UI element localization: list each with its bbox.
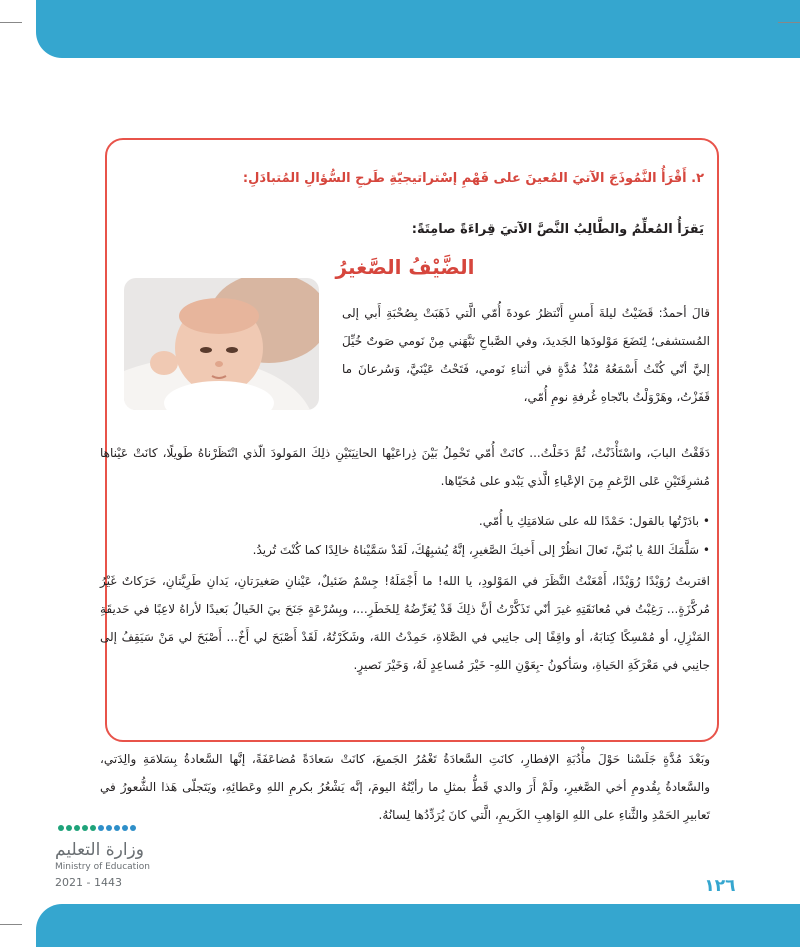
ministry-logo-dots-icon [55, 820, 195, 840]
dialogue-line-1: • بادَرْتُها بالقول: حَمْدًا لله على سَلامَتِكِ يا أُمّي. [478, 514, 710, 528]
newborn-baby-photo [124, 278, 319, 410]
story-paragraph-1-rest: دَقَقْتُ البابَ، واسْتَأْذَنْتُ، ثُمَّ دَخَلْتُ... كانَتْ أُمّي تَحْمِلُ بَيْنَ ذِراعَيْها الحانِيَتَيْنِ ذلِكَ المَولودَ الّذي انْتَظَرْناهُ طَويلًا، كانَتْ عَيْناها مُشرِقَتَيْنِ عَلى الرَّغمِ مِنَ الإعْياءِ الَّذي يَبْدو على مُحَيّاها. [100, 446, 710, 488]
story-title: الضَّيْفُ الصَّغيرُ [335, 255, 475, 279]
dialogue-line-2: • سَلَّمَكَ اللهُ يا بُنَيَّ، تَعالَ انظُرْ إلى أَخيكَ الصَّغيرِ، إنَّهُ يُشبِهُكَ، لَقَدْ سَمَّيْناهُ خالِدًا كما كُنْتَ تُريدُ. [252, 543, 710, 557]
story-paragraph-3: اقتربتُ رُوَيْدًا رُوَيْدًا، أَمْعَنْتُ النَّظَرَ في المَوْلودِ، يا الله! ما أَجْمَلَهُ! جِسْمٌ ضَئيلٌ، عَيْنانِ صَغيرَتانِ، يَدانِ طَرِيَّتانِ، حَرَكاتٌ غَيْرُ مُركَّزَةٍ... رَغِبْتُ في مُعانَقَتِهِ غيرَ أنّي تَذَكَّرْتُ أنَّ ذلِكَ قَدْ يُعَرِّضُهُ لِلخَطَرِ...، وبِسُرْعَةٍ جَنَحَ بيَ الخَيالُ بَعيدًا لأراهُ لاعِبًا في حَديقَةِ المَنْزِلِ، أو مُمْسِكًا كِتابَهُ، أو واقِفًا إلى جانِبي في الصَّلاةِ، حَمِدْتُ اللهَ، وشَكَرْتُهُ، لَقَدْ أَصْبَحَ لي أَخٌ... أَصْبَحَ لي مَنْ سَيَقِفُ إلى جانِبي في مَعْرَكَةِ الحَياةِ، وسَأكونُ -بِعَوْنِ اللهِ- خَيْرَ مُساعِدٍ لَهُ، وَخَيْرَ نَصيرٍ. [100, 574, 710, 672]
bottom-decorative-band [36, 904, 800, 947]
crop-mark [778, 22, 800, 23]
story-paragraph-4: وبَعْدَ مُدَّةٍ جَلَسْنا حَوْلَ مأْدُبَةِ الإفطارِ، كانَتِ السَّعادَةُ تَغْمُرُ الجَميعَ، كانَتْ سَعادَةً مُضاعَفَةً، إنَّها السَّعادةُ بِسَلامَةِ والِدَتي، والسَّعادةُ بِقُدومِ أخي الصَّغيرِ، ولَمْ أَرَ والدي قَطُّ بمثلِ ما رأيْتُهُ اليومَ، إنَّه يَشْعُرُ بكرمِ اللهِ وعَطائِهِ، ويَتَجلّى هَذا الشُّعورُ في تَعابيرِ الحَمْدِ والثَّناءِ على اللهِ الوَاهِبِ الكَريمِ، الَّتي كانَ يُرَدِّدُها لِسانُهُ. [100, 752, 710, 822]
ministry-name-english: Ministry of Education [55, 862, 150, 872]
reading-intro: يَقرَأُ المُعلِّمُ والطَّالِبُ النَّصَّ الآتيَ قِراءَةً صامِتَةً: [411, 222, 704, 237]
crop-mark [0, 924, 22, 925]
ministry-year: 2021 - 1443 [55, 876, 122, 889]
page-number: ١٢٦ [704, 876, 736, 896]
ministry-name-arabic: وزارة التعليم [55, 840, 144, 860]
activity-instruction: ٢. أَقْرَأُ النَّمُوذَجَ الآتيَ المُعينَ على فَهْمِ إسْتراتيجيّةِ طَرحِ السُّؤالِ المُتبادَلِ: [242, 171, 704, 186]
crop-mark [0, 22, 22, 23]
top-decorative-band [36, 0, 800, 58]
story-paragraph-1-top: قالَ أحمدُ: قَضَيْتُ ليلةَ أَمسِ أَنْتظرُ عودةَ أُمّي الَّتي ذَهَبَتْ بِصُحْبَةِ أَبي إلى المُستشفى؛ لِتَضَعَ مَوْلودَها الجَديدَ، وفي الصَّباحِ نَبَّهَني مِنْ نَومي صَوتٌ خُيِّلَ إليَّ أنّي كُنْتُ أَسْمَعُهُ مُنْذُ مُدَّةٍ في أثناءِ نَومي، فَتَحْتُ عَيْنَيَّ، وَسُرعانَ ما قَفَزْتُ، وهَرْوَلْتُ باتّجاهِ غُرفةِ نومِ أُمّي، [342, 306, 710, 404]
